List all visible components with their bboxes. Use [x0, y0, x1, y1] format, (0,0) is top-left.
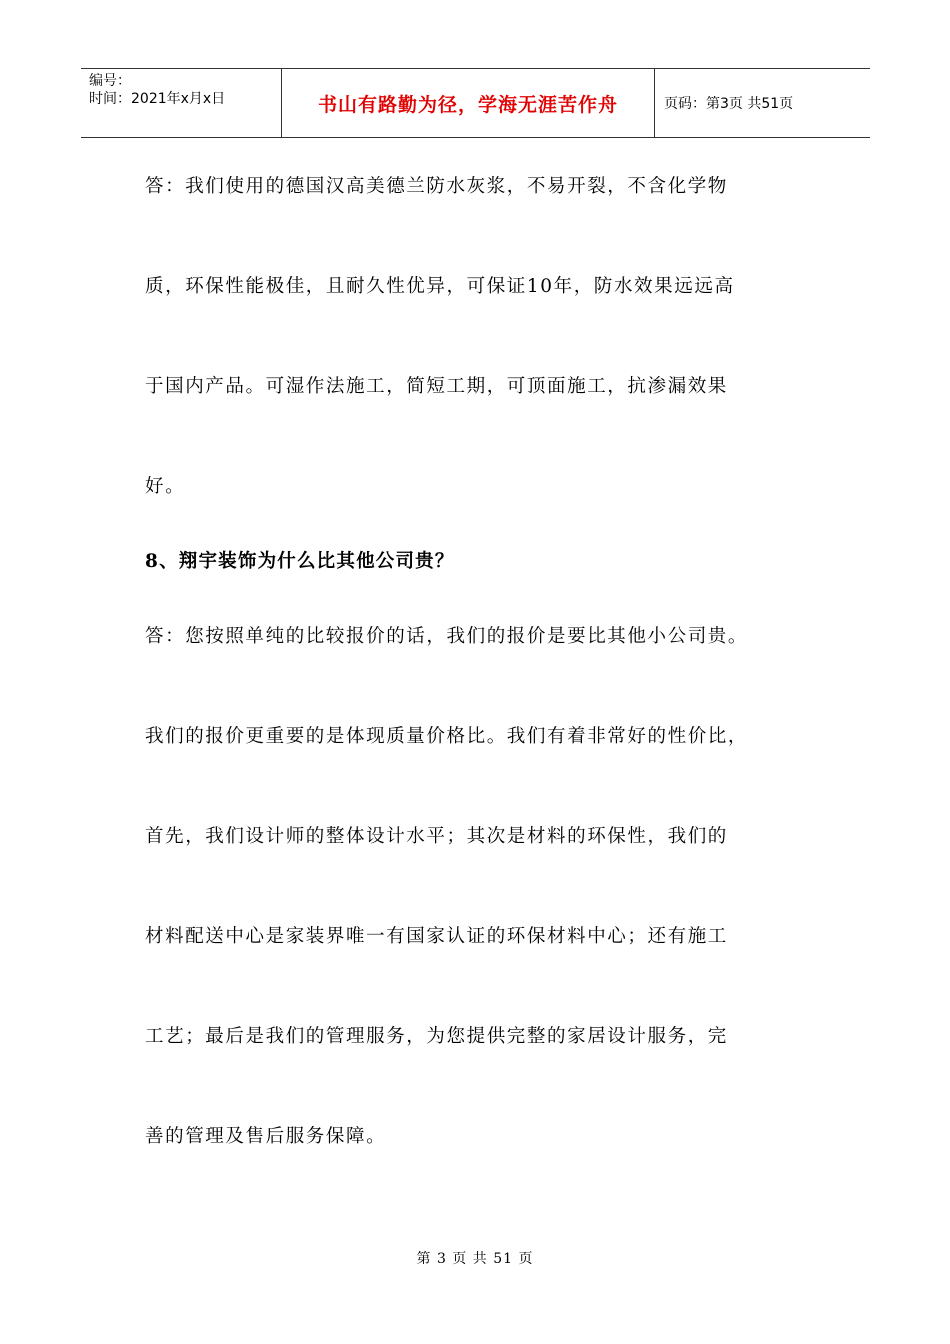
body-line-7: 我们的报价更重要的是体现质量价格比。我们有着非常好的性价比，: [145, 726, 749, 747]
document-number-label: 编号：: [89, 73, 131, 89]
header-meta: [81, 69, 282, 137]
body-line-8: 首先，我们设计师的整体设计水平；其次是材料的环保性，我们的: [145, 826, 728, 847]
body-line-9: 材料配送中心是家装界唯一有国家认证的环保材料中心；还有施工: [145, 926, 728, 947]
body-line-4: 好。: [145, 476, 186, 497]
header-motto: 书山有路勤为径，学海无涯苦作舟: [282, 69, 655, 137]
body-line-10: 工艺；最后是我们的管理服务，为您提供完整的家居设计服务，完: [145, 1026, 728, 1047]
header-page-info: 页码：第3页 共51页: [664, 96, 794, 112]
body-line-2: 质，环保性能极佳，且耐久性优异，可保证10年，防水效果远远高: [145, 276, 735, 297]
document-time-label: 时间：2021年x月x日: [89, 91, 226, 107]
body-line-6: 答：您按照单纯的比较报价的话，我们的报价是要比其他小公司贵。: [145, 626, 749, 647]
page-header: [81, 68, 870, 138]
page-footer: 第 3 页 共 51 页: [416, 1251, 534, 1267]
body-line-3: 于国内产品。可湿作法施工，简短工期，可顶面施工，抗渗漏效果: [145, 376, 728, 397]
body-line-11: 善的管理及售后服务保障。: [145, 1126, 387, 1147]
question-heading: 8、翔宇装饰为什么比其他公司贵？: [145, 551, 455, 572]
body-line-1: 答：我们使用的德国汉高美德兰防水灰浆，不易开裂，不含化学物: [145, 176, 728, 197]
